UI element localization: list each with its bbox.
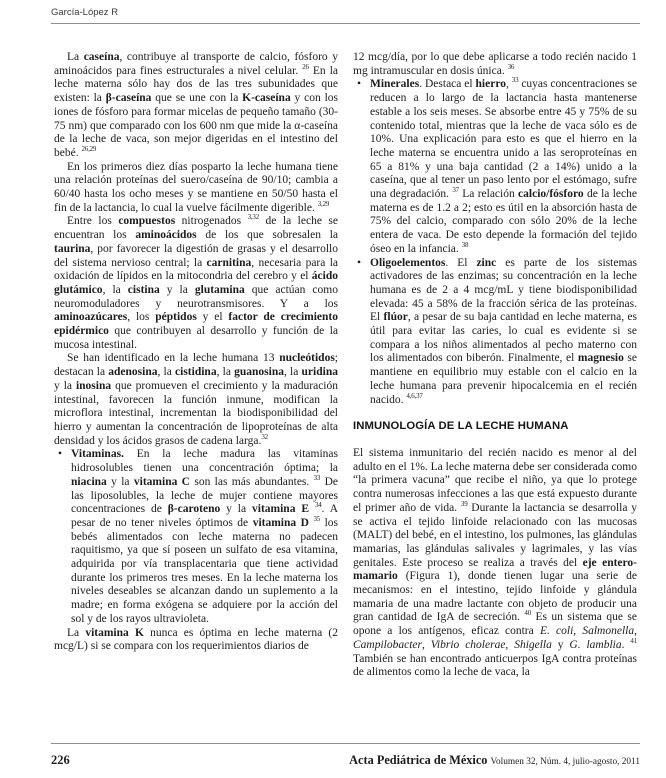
text-run: Se han identificado en la leche humana 13 xyxy=(67,352,280,365)
text-run: E. coli xyxy=(539,625,574,638)
text-run: INMUNOLOGÍA DE LA LECHE HUMANA xyxy=(353,420,569,433)
text-run: carnitina xyxy=(206,256,252,269)
text-run: guanosina xyxy=(234,366,284,379)
paragraph xyxy=(353,51,637,78)
text-run: taurina xyxy=(54,242,91,255)
section-heading xyxy=(353,420,637,434)
text-run: ácido glutámico xyxy=(54,270,338,296)
text-run: , xyxy=(505,78,512,91)
text-run: G. lamblia xyxy=(569,638,622,651)
reference-superscript: 34 xyxy=(314,501,322,510)
text-run: cistidina xyxy=(175,366,217,379)
text-run: Minerales xyxy=(370,78,420,91)
text-run: vitamina D xyxy=(252,516,309,529)
text-run: nitrogenados xyxy=(175,215,248,228)
text-run: , la xyxy=(102,283,128,296)
text-run: aminoácidos xyxy=(135,229,197,242)
text-run: es parte de los sistemas activadores de las enzimas; su concentración en la leche humana es de 2 a 4 mcg/mL y tiene biodisponibilidad elevada: 45 a 58% de la fracción sérica de las proteínas. El xyxy=(370,256,637,324)
text-run: . Destaca el xyxy=(419,78,476,91)
text-run: de la leche materna es de 1.2 a 2; esto es útil en la absorción hasta de 75% del calcio, comparado con sólo 20% de la leche entera de vaca. De esto depende la formación del tejido óseo en la infancia. xyxy=(370,188,637,255)
reference-superscript: 38 xyxy=(461,241,469,250)
bullet-icon: • xyxy=(357,78,362,91)
text-run: El sistema inmunitario del recién nacido es menor al del adulto en el 1%. La leche materna debe ser considerada como “la primera vacuna” que recibe el niño, ya que lo protege contra numerosas infecciones a las que está expuesto durante el primer año de vida. xyxy=(353,446,637,514)
reference-superscript: 4,6,37 xyxy=(406,391,423,400)
text-run: Shigella xyxy=(514,638,552,651)
text-run: De las liposolubles, la leche de mujer contiene mayores concentraciones de xyxy=(71,475,338,516)
running-footer xyxy=(51,743,640,768)
reference-superscript: 41 xyxy=(630,637,638,645)
journal-citation xyxy=(349,753,640,768)
bullet-list-item xyxy=(353,257,637,408)
text-run: ; destacan la xyxy=(54,352,338,379)
text-run: (Figura 1), donde tienen lugar una serie de mecanismos: en el intestino, tejido linfoide y glándula mamaria de una madre lactante con objeto de producir una gran cantidad de IgA de secreción. xyxy=(353,570,637,624)
reference-superscript: 26 xyxy=(302,62,309,71)
text-run: que contribuyen al desarrollo y función de la mucosa intestinal. xyxy=(54,325,338,351)
text-run: La relación xyxy=(458,188,519,201)
reference-superscript: 3,32 xyxy=(247,213,260,222)
text-run: los bebés alimentados con leche materna no padecen raquitismo, ya que sí poseen un sulfato de esa vitamina, adquirida por vía transplacentaria que tiene actividad durante los primeros tres meses. En la leche materna los niveles deseables se alcanzan dando un suplemento a la madre; en forma exógena se adquiere por la acción del sol y de los rayos ultravioleta. xyxy=(71,516,339,625)
reference-superscript: 35 xyxy=(313,515,321,524)
text-run: vitamina C xyxy=(133,475,190,488)
text-run: Campilobacter xyxy=(353,638,422,651)
text-run: que promueven el crecimiento y la maduración intestinal, favorecen la función inmune, modifican la microflora intestinal, incrementan la biodisponibilidad del hierro y aumentan la concentración de lipoproteínas de alta densidad y los ácidos grasos de cadena larga. xyxy=(54,379,338,447)
text-run: vitamina K xyxy=(85,626,144,639)
text-run: caseína xyxy=(83,51,120,63)
text-run: , xyxy=(634,625,637,638)
text-run: , xyxy=(505,638,515,651)
reference-superscript: 33 xyxy=(313,473,321,482)
text-run: y con los iones de fósforo para formar micelas de pequeño tamaño (30-75 nm) que comparado con los 600 nm que mide la α-caseína de la leche de vaca, son mejor digeridas en el intestino del bebé. xyxy=(54,92,338,159)
text-run: de los que sobresalen la xyxy=(196,229,338,242)
text-run: péptidos xyxy=(155,311,197,324)
text-run: Entre los xyxy=(67,215,119,228)
text-run: y la xyxy=(220,503,252,516)
left-column xyxy=(54,51,338,737)
text-run: uridina xyxy=(301,366,338,379)
running-header-author: García-López R xyxy=(51,7,119,18)
text-run: Vibrio cholerae xyxy=(430,638,506,651)
text-run: y xyxy=(551,638,570,651)
text-run: La xyxy=(67,626,86,639)
text-run: , necesaria para la oxidación de lípidos en la mitocondria del cerebro y el xyxy=(54,256,338,283)
text-run: . A pesar de no tener niveles óptimos de xyxy=(71,503,338,529)
reference-superscript: 40 xyxy=(524,609,532,618)
text-run: factor de crecimiento epidérmico xyxy=(54,311,338,338)
text-run: , a pesar de su baja cantidad en leche materna, es útil para evitar las caries, lo cual es evidente si se compara a los niños alimentados al pecho materno con los alimentados con biberón. Finalmente, el xyxy=(370,311,637,365)
text-run: adenosina xyxy=(108,366,158,379)
reference-superscript: 39 xyxy=(460,499,468,508)
paragraph xyxy=(54,352,338,448)
bullet-list-item xyxy=(353,78,637,256)
text-run: β-caseína xyxy=(105,92,152,105)
text-run: , por favorecer la digestión de grasas y el desarrollo del sistema nervioso central; la xyxy=(54,242,338,269)
text-run: eje entero-mamario xyxy=(353,556,638,583)
text-run: glutamina xyxy=(194,283,245,296)
text-run: inosina xyxy=(75,379,112,392)
text-run: calcio/fósforo xyxy=(518,188,584,201)
reference-superscript: 26,29 xyxy=(81,145,97,154)
journal-name: Acta Pediátrica de México xyxy=(349,753,488,767)
reference-superscript: 3,29 xyxy=(317,199,330,208)
text-run: En los primeros diez días posparto la leche humana tiene una relación proteínas del suero/caseína de 90/10; cambia a 60/40 hasta los ocho meses y se mantiene en 50/50 hasta el fin de la lactancia, lo cual la vuelve fácilmente digerible. xyxy=(54,160,338,214)
reference-superscript: 32 xyxy=(261,432,268,441)
text-run: cuyas concentraciones se reducen a lo largo de la lactancia hasta mantenerse estable a los seis meses. Se absorbe entre 45 y 75% de su contenido total, mientras que la leche de vaca sólo es de 10%. Una explicación para esto es que el hierro en la leche materna se encuentra unido a las seroproteínas en 65 a 81% y una baja cantidad (2 a 14%) unido a la caseína, que al tener un paso lento por el estómago, sufre una degradación. xyxy=(370,78,637,201)
reference-superscript: 37 xyxy=(452,186,459,195)
text-run: niacina xyxy=(71,475,107,488)
page-number: 226 xyxy=(51,753,70,767)
text-run: . El xyxy=(445,256,477,269)
text-run: Es un sistema que se opone a los antígenos, eficaz contra xyxy=(353,611,637,638)
text-run: , contribuye al transporte de calcio, fósforo y aminoácidos para fines estructurales a nivel celular. xyxy=(54,51,338,77)
text-run: zinc xyxy=(476,256,497,269)
text-run: Salmonella xyxy=(582,625,635,638)
text-run: Durante la lactancia se desarrolla y se activa el tejido linfoide relacionado con las mucosas (MALT) del bebé, en el intestino, los pulmones, las glándulas mamarias, las glándulas salivales y lagrimales, y las vías genitales. Este proceso se realiza a través del xyxy=(353,501,637,569)
bullet-icon: • xyxy=(357,256,362,269)
text-run: , los xyxy=(127,311,156,324)
text-run: , la xyxy=(216,366,235,379)
text-run: y la xyxy=(106,475,134,488)
text-run: cistina xyxy=(127,283,160,296)
text-run: flúor xyxy=(383,311,408,324)
text-run: y el xyxy=(196,311,229,324)
issue-info: Volumen 32, Núm. 4, julio-agosto, 2011 xyxy=(490,757,640,767)
text-run: y la xyxy=(159,283,195,296)
text-run: Oligoelementos xyxy=(370,256,446,269)
text-run: , xyxy=(573,625,583,638)
text-run: Vitaminas. xyxy=(71,448,124,461)
reference-superscript: 36 xyxy=(507,62,515,71)
text-run: vitamina E xyxy=(252,503,310,516)
text-run: β-caroteno xyxy=(167,503,221,516)
text-run: En la leche madura las vitaminas hidrosolubles tienen una concentración óptima; la xyxy=(71,448,338,475)
text-run: que se une con la xyxy=(151,92,243,105)
text-run: magnesio xyxy=(577,352,624,365)
text-run: son las más abundantes. xyxy=(190,475,314,488)
text-run: , la xyxy=(283,366,302,379)
paragraph xyxy=(54,51,338,161)
text-run: . xyxy=(621,638,631,651)
text-run: aminoazúcares xyxy=(54,311,128,324)
right-column xyxy=(353,51,637,737)
text-run: compuestos xyxy=(118,215,176,228)
running-header xyxy=(51,7,640,24)
text-run: y la xyxy=(54,379,76,392)
text-run: nunca es óptima en leche materna (2 mcg/L) si se compara con los requerimientos diarios de xyxy=(54,626,338,653)
bullet-list-item xyxy=(54,448,338,626)
text-run: , la xyxy=(157,366,176,379)
paragraph xyxy=(54,161,338,216)
text-run: , xyxy=(422,638,431,651)
bullet-icon: • xyxy=(58,448,63,461)
paragraph xyxy=(353,447,637,680)
text-run: La xyxy=(67,51,84,63)
reference-superscript: 33 xyxy=(511,76,519,85)
text-run: En la leche materna sólo hay dos de las tres subunidades que existen: la xyxy=(54,64,339,105)
text-run: hierro xyxy=(475,78,506,91)
text-run: se mantiene en equilibrio muy estable con el calcio en la leche humana para prevenir hipocalcemia en el recién nacido. xyxy=(370,352,637,406)
paragraph xyxy=(54,215,338,352)
text-run: También se han encontrado anticuerpos IgA contra proteínas de alimentos como la leche de vaca, la xyxy=(353,652,637,679)
text-run: K-caseína xyxy=(242,92,291,105)
text-run: nucleótidos xyxy=(279,352,335,365)
paragraph xyxy=(54,627,338,654)
text-run: 12 mcg/día, por lo que debe aplicarse a todo recién nacido 1 mg intramuscular en dosis única. xyxy=(353,51,637,77)
page-body xyxy=(54,51,638,737)
text-run: de la leche se encuentran los xyxy=(54,215,338,242)
text-run: que actúan como neuromoduladores y neurotransmisores. Y a los xyxy=(54,283,338,310)
